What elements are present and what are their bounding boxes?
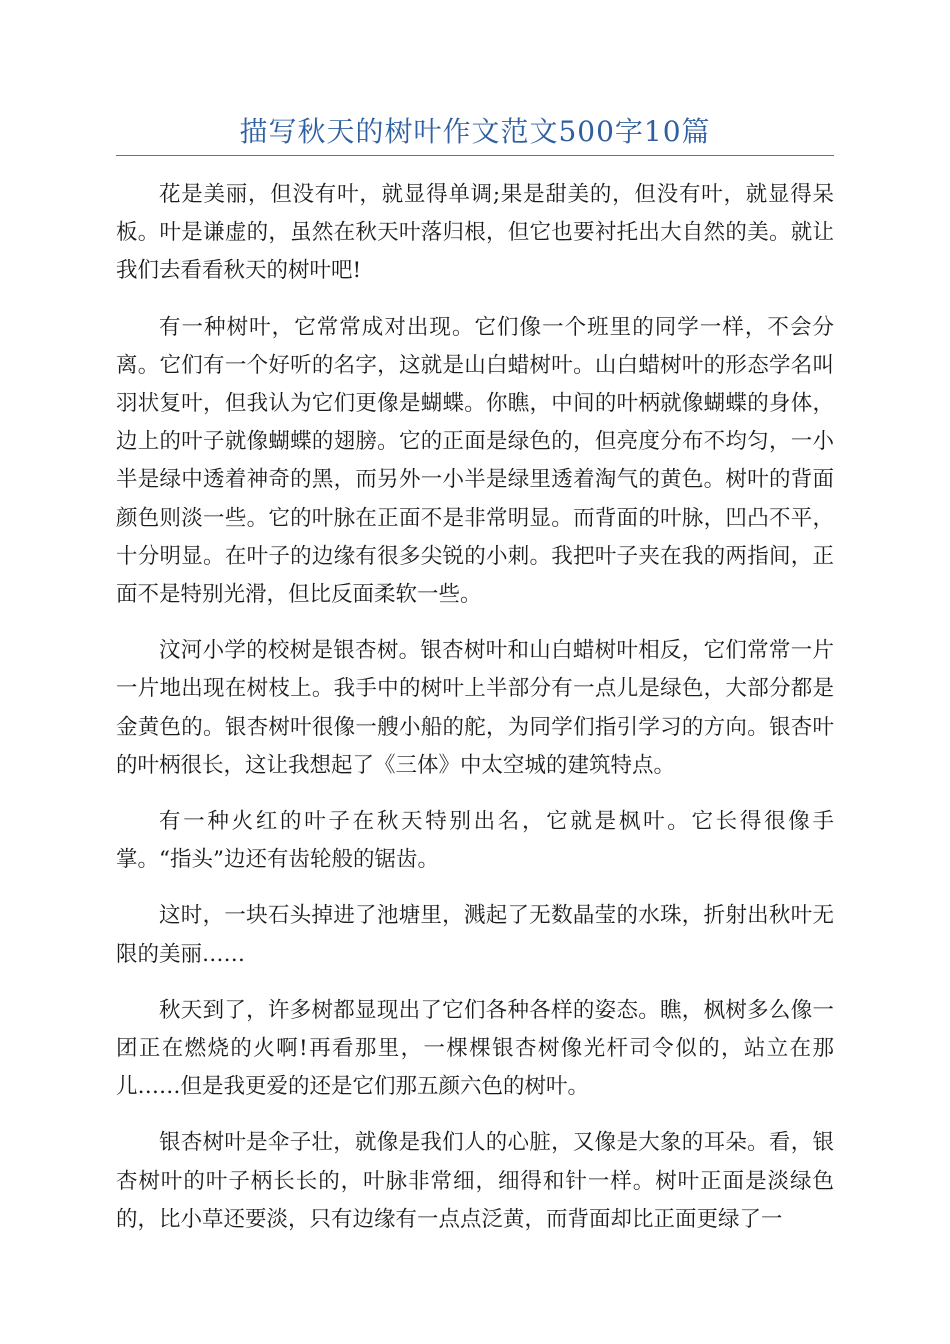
paragraph-4: 有一种火红的叶子在秋天特别出名，它就是枫叶。它长得很像手掌。“指头”边还有齿轮般的锯齿。 [116,809,834,873]
document-title: 描写秋天的树叶作文范文500字10篇 [239,115,711,148]
paragraph-2: 有一种树叶，它常常成对出现。它们像一个班里的同学一样，不会分离。它们有一个好听的名字，这就是山白蜡树叶。山白蜡树叶的形态学名叫羽状复叶，但我认为它们更像是蝴蝶。你瞧，中间的叶柄就像蝴蝶的身体，边上的叶子就像蝴蝶的翅膀。它的正面是绿色的，但亮度分布不均匀，一小半是绿中透着神奇的黑，而另外一小半是绿里透着淘气的黄色。树叶的背面颜色则淡一些。它的叶脉在正面不是非常明显。而背面的叶脉，凹凸不平，十分明显。在叶子的边缘有很多尖锐的小刺。我把叶子夹在我的两指间，正面不是特别光滑，但比反面柔软一些。 [116,314,834,608]
paragraph-1: 花是美丽，但没有叶，就显得单调;果是甜美的，但没有叶，就显得呆板。叶是谦虚的，虽然在秋天叶落归根，但它也要衬托出大自然的美。就让我们去看看秋天的树叶吧! [116,182,834,284]
paragraph-5: 这时，一块石头掉进了池塘里，溅起了无数晶莹的水珠，折射出秋叶无限的美丽…… [116,903,834,967]
title-underline [116,155,834,156]
paragraph-7: 银杏树叶是伞子壮，就像是我们人的心脏，又像是大象的耳朵。看，银杏树叶的叶子柄长长的，叶脉非常细，细得和针一样。树叶正面是淡绿色的，比小草还要淡，只有边缘有一点点泛黄，而背面却比正面更绿了一 [116,1130,834,1232]
paragraph-6: 秋天到了，许多树都显现出了它们各种各样的姿态。瞧，枫树多么像一团正在燃烧的火啊!再看那里，一棵棵银杏树像光杆司令似的，站立在那儿……但是我更爱的还是它们那五颜六色的树叶。 [116,997,834,1100]
paragraph-3: 汶河小学的校树是银杏树。银杏树叶和山白蜡树叶相反，它们常常一片一片地出现在树枝上。我手中的树叶上半部分有一点儿是绿色，大部分都是金黄色的。银杏树叶很像一艘小船的舵，为同学们指引学习的方向。银杏叶的叶柄很长，这让我想起了《三体》中太空城的建筑特点。 [116,638,834,778]
document-body [116,176,834,1257]
